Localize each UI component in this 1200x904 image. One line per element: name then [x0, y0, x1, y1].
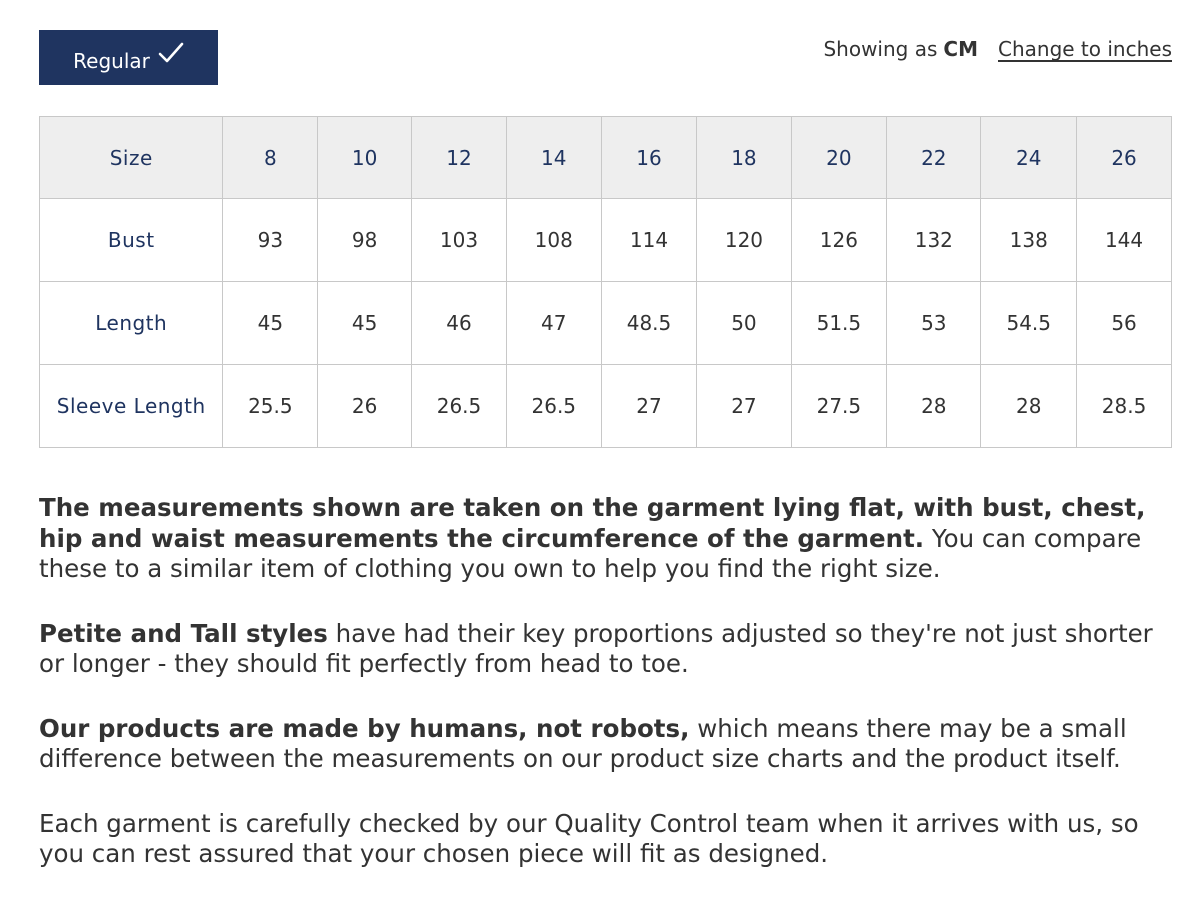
- measurement-cell: 56: [1077, 282, 1172, 365]
- note-humans-bold: Our products are made by humans, not robots,: [39, 713, 690, 743]
- measurement-cell: 98: [318, 199, 412, 282]
- row-header: Size: [40, 117, 223, 199]
- size-header-cell: 18: [697, 117, 791, 199]
- row-header: Length: [40, 282, 223, 365]
- row-header: Bust: [40, 199, 223, 282]
- table-row: [40, 199, 1172, 282]
- measurement-cell: 26.5: [506, 365, 601, 448]
- size-header-cell: 8: [223, 117, 318, 199]
- size-chart[interactable]: [39, 116, 1172, 451]
- note-humans: [39, 714, 1179, 775]
- size-header-cell: 14: [506, 117, 601, 199]
- note-quality-control-text: Each garment is carefully checked by our Quality Control team when it arrives with us, so you can rest assured that your chosen piece will fit as designed.: [39, 808, 1139, 868]
- size-header-cell: 12: [412, 117, 507, 199]
- measurement-cell: 132: [887, 199, 981, 282]
- size-header-cell: 10: [318, 117, 412, 199]
- note-petite-tall-text: have had their key proportions adjusted so they're not just shorter or longer - they should fit perfectly from head to toe.: [39, 618, 1153, 678]
- measurement-cell: 120: [697, 199, 791, 282]
- measurement-cell: 53: [887, 282, 981, 365]
- size-guide-notes: [39, 493, 1179, 904]
- measurement-cell: 54.5: [981, 282, 1077, 365]
- size-header-cell: 22: [887, 117, 981, 199]
- measurement-cell: 108: [506, 199, 601, 282]
- measurement-cell: 50: [697, 282, 791, 365]
- note-measurements: [39, 493, 1179, 585]
- measurement-cell: 45: [223, 282, 318, 365]
- measurement-cell: 144: [1077, 199, 1172, 282]
- measurement-cell: 27: [601, 365, 697, 448]
- note-quality-control: [39, 809, 1179, 870]
- measurement-cell: 27: [697, 365, 791, 448]
- measurement-cell: 138: [981, 199, 1077, 282]
- note-humans-text: which means there may be a small difference between the measurements on our product size charts and the product itself.: [39, 713, 1127, 773]
- checkmark-icon: [158, 42, 184, 64]
- measurement-cell: 28.5: [1077, 365, 1172, 448]
- measurement-cell: 26.5: [412, 365, 507, 448]
- measurement-cell: 45: [318, 282, 412, 365]
- measurement-cell: 93: [223, 199, 318, 282]
- measurement-cell: 26: [318, 365, 412, 448]
- change-to-inches-link[interactable]: Change to inches: [998, 37, 1172, 61]
- size-header-cell: 24: [981, 117, 1077, 199]
- current-unit: CM: [943, 37, 978, 61]
- measurement-cell: 28: [981, 365, 1077, 448]
- note-measurements-text: You can compare these to a similar item of clothing you own to help you find the right size.: [39, 523, 1142, 583]
- measurement-cell: 27.5: [791, 365, 887, 448]
- size-chart-table: [39, 116, 1172, 448]
- measurement-cell: 28: [887, 365, 981, 448]
- table-row: [40, 282, 1172, 365]
- note-measurements-bold: The measurements shown are taken on the garment lying flat, with bust, chest, hip and waist measurements the circumference of the garment.: [39, 493, 1146, 553]
- measurement-cell: 103: [412, 199, 507, 282]
- measurement-cell: 47: [506, 282, 601, 365]
- table-row: [40, 365, 1172, 448]
- size-header-cell: 16: [601, 117, 697, 199]
- size-chart-body: [40, 117, 1172, 448]
- measurement-cell: 48.5: [601, 282, 697, 365]
- size-header-cell: 20: [791, 117, 887, 199]
- measurement-cell: 25.5: [223, 365, 318, 448]
- measurement-cell: 46: [412, 282, 507, 365]
- measurement-cell: 126: [791, 199, 887, 282]
- size-header-cell: 26: [1077, 117, 1172, 199]
- table-row: [40, 117, 1172, 199]
- row-header: Sleeve Length: [40, 365, 223, 448]
- unit-switcher: [823, 37, 1172, 61]
- regular-fit-tab[interactable]: [39, 30, 218, 85]
- note-petite-tall: [39, 619, 1179, 680]
- showing-as-label: Showing as: [823, 37, 938, 61]
- regular-fit-label: Regular: [73, 48, 150, 73]
- measurement-cell: 51.5: [791, 282, 887, 365]
- measurement-cell: 114: [601, 199, 697, 282]
- note-petite-tall-bold: Petite and Tall styles: [39, 618, 328, 648]
